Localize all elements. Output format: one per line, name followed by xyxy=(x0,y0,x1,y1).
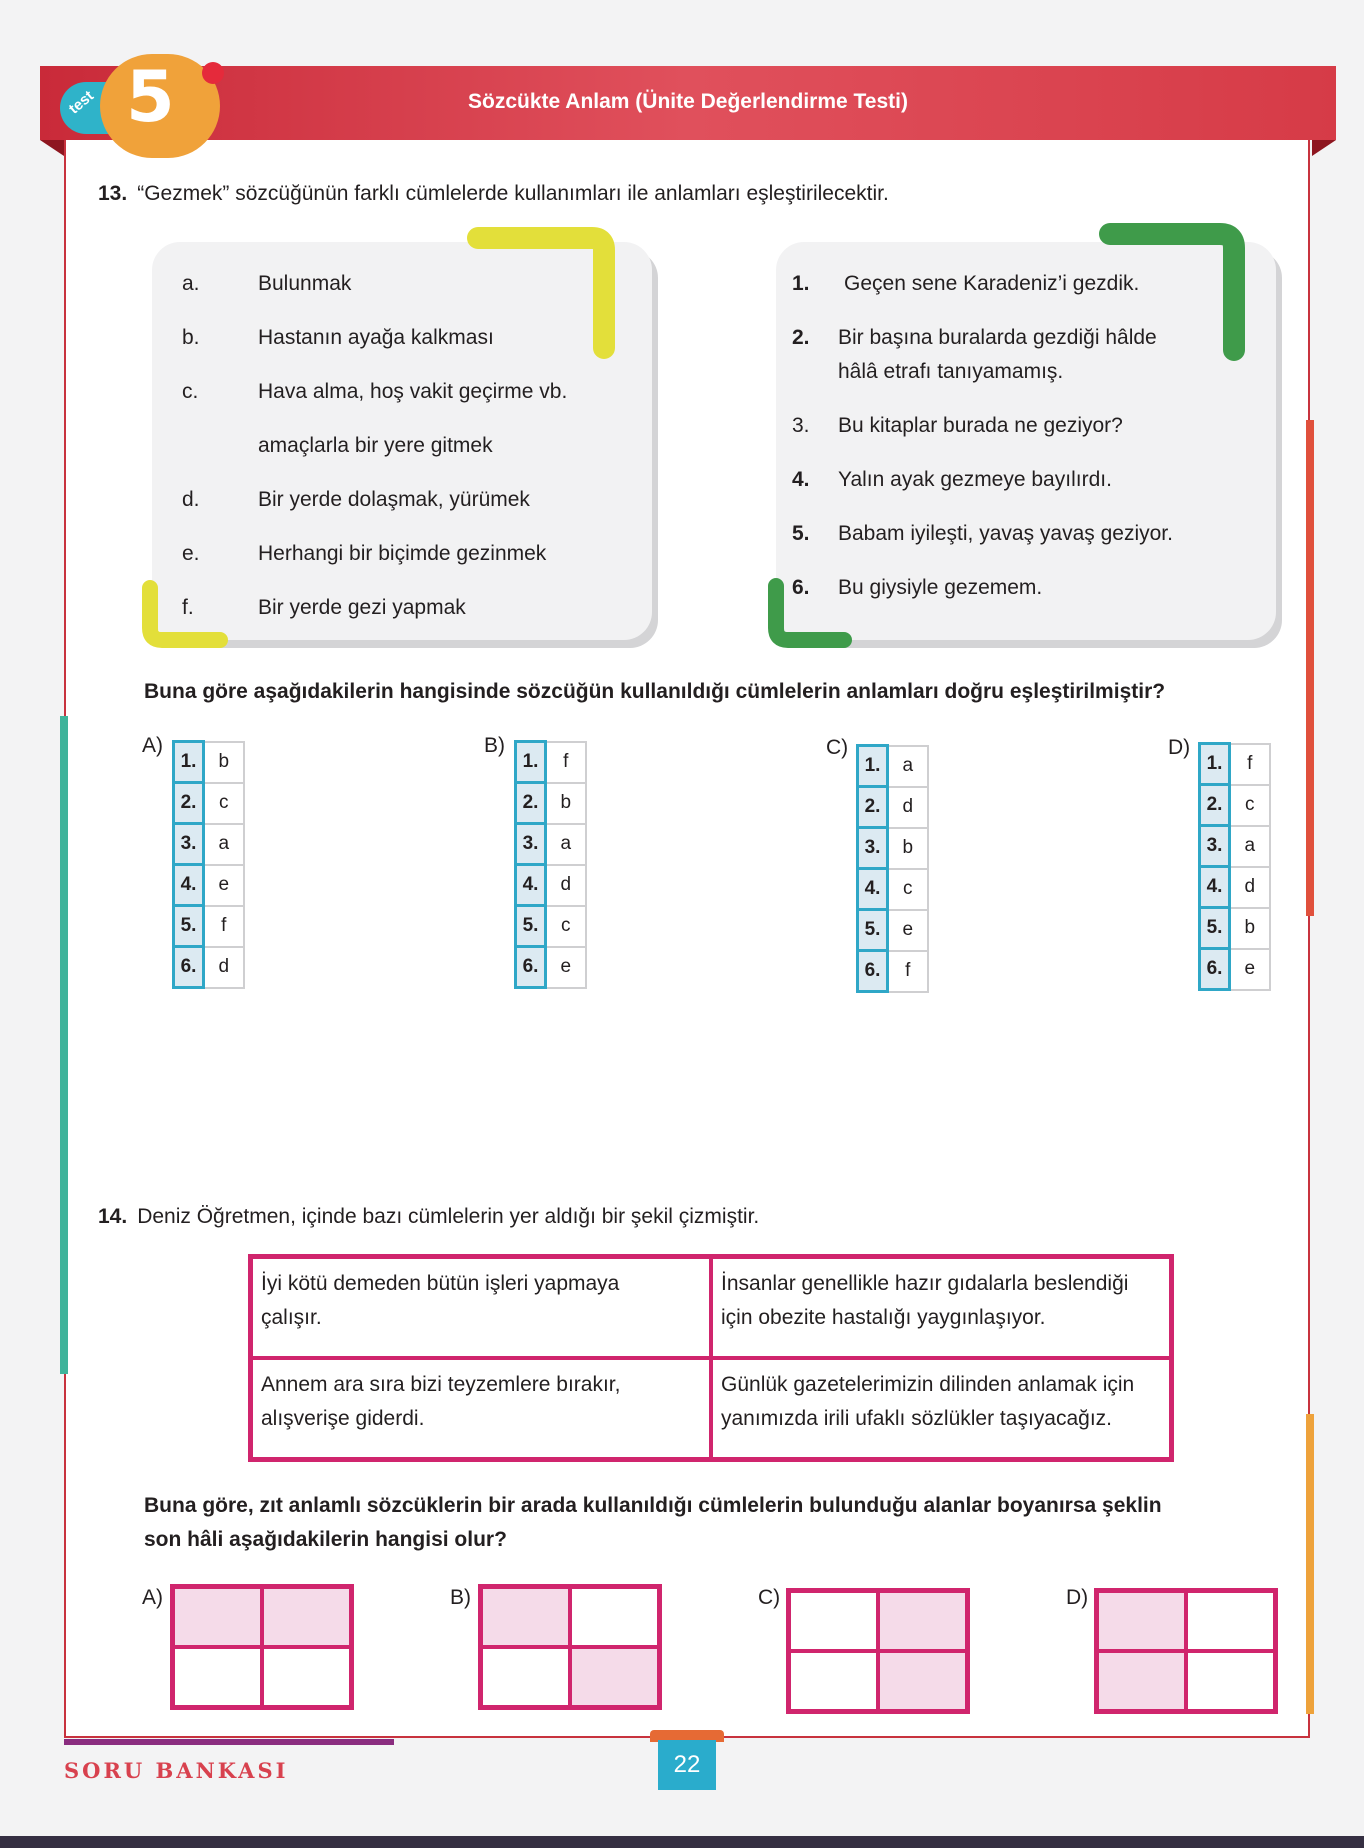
q13-option-b-label[interactable]: B) xyxy=(484,734,505,757)
grid-cell xyxy=(481,1587,570,1647)
grid-cell xyxy=(1097,1651,1186,1711)
sentence-number-cell: 3. xyxy=(858,828,888,869)
header-fold-right xyxy=(1312,140,1336,156)
sentence-number-cell: 6. xyxy=(516,947,546,988)
sentence-number-cell: 4. xyxy=(1200,867,1230,908)
meaning-letter-cell: e xyxy=(888,910,928,951)
meaning-letter-cell: a xyxy=(1230,826,1270,867)
q13-number: 13. xyxy=(98,182,128,205)
left-side-bar xyxy=(60,716,68,1374)
q14-number: 14. xyxy=(98,1205,128,1228)
q14-question-line2: son hâli aşağıdakilerin hangisi olur? xyxy=(144,1528,507,1551)
meaning-letter-cell: a xyxy=(888,746,928,787)
sentence-cell: İyi kötü demeden bütün işleri yapmaya çalışır. xyxy=(251,1257,711,1358)
sentence-number-cell: 2. xyxy=(174,783,204,824)
q14-option-c-label[interactable]: C) xyxy=(758,1586,781,1609)
yellow-bracket-top xyxy=(462,214,622,364)
q13-stem-text: “Gezmek” sözcüğünün farklı cümlelerde kullanımları ile anlamları eşleştirilecektir. xyxy=(137,182,889,205)
meaning-letter-cell: b xyxy=(1230,908,1270,949)
footer-bar xyxy=(64,1739,394,1745)
right-side-bar-red xyxy=(1306,420,1314,916)
meaning-letter-cell: b xyxy=(204,742,244,783)
meaning-letter-cell: b xyxy=(888,828,928,869)
grid-cell xyxy=(173,1587,262,1647)
badge-dot xyxy=(202,62,224,84)
test-header xyxy=(40,66,1336,140)
grid-cell xyxy=(789,1651,878,1711)
sentence-number-cell: 5. xyxy=(174,906,204,947)
meaning-letter-cell: c xyxy=(888,869,928,910)
grid-cell xyxy=(789,1591,878,1651)
badge-label: test xyxy=(65,87,98,118)
q13-option-c-label[interactable]: C) xyxy=(826,736,849,759)
sentence-number-cell: 2. xyxy=(516,783,546,824)
sentence-number-cell: 3. xyxy=(516,824,546,865)
q13-option-c-table[interactable] xyxy=(856,744,929,993)
grid-cell xyxy=(481,1647,570,1707)
meaning-letter-cell: f xyxy=(888,951,928,992)
q13-option-b-table[interactable] xyxy=(514,740,587,989)
header-title: Sözcükte Anlam (Ünite Değerlendirme Testi) xyxy=(468,90,908,113)
meaning-letter-cell: e xyxy=(1230,949,1270,990)
grid-cell xyxy=(1186,1591,1275,1651)
yellow-bracket-bottom xyxy=(134,578,244,658)
green-bracket-bottom xyxy=(760,576,870,656)
sentence-number-cell: 4. xyxy=(174,865,204,906)
grid-cell xyxy=(1097,1591,1186,1651)
sentence-cell: İnsanlar genellikle hazır gıdalarla beslendiği için obezite hastalığı yaygınlaşıyor. xyxy=(711,1257,1171,1358)
grid-cell xyxy=(570,1587,659,1647)
meaning-letter-cell: d xyxy=(1230,867,1270,908)
q14-option-b-label[interactable]: B) xyxy=(450,1586,471,1609)
grid-cell xyxy=(878,1591,967,1651)
q14-sentence-grid xyxy=(248,1254,1174,1462)
sentence-number-cell: 3. xyxy=(174,824,204,865)
sentence-number-cell: 3. xyxy=(1200,826,1230,867)
right-side-bar-orange xyxy=(1306,1414,1314,1714)
green-bracket-top xyxy=(1094,210,1254,370)
meaning-letter-cell: c xyxy=(546,906,586,947)
grid-cell xyxy=(262,1647,351,1707)
grid-cell xyxy=(173,1647,262,1707)
meaning-letter-cell: f xyxy=(204,906,244,947)
sentence-number-cell: 1. xyxy=(516,742,546,783)
badge-number: 5 xyxy=(126,56,175,138)
meaning-letter-cell: a xyxy=(204,824,244,865)
bottom-strip xyxy=(0,1836,1364,1848)
sentence-cell: Annem ara sıra bizi teyzemlere bırakır, alışverişe giderdi. xyxy=(251,1358,711,1459)
meaning-letter-cell: d xyxy=(888,787,928,828)
sentence-number-cell: 5. xyxy=(1200,908,1230,949)
meaning-letter-cell: a xyxy=(546,824,586,865)
grid-cell xyxy=(878,1651,967,1711)
meaning-letter-cell: b xyxy=(546,783,586,824)
q14-option-a-grid[interactable] xyxy=(170,1584,354,1710)
meaning-letter-cell: d xyxy=(546,865,586,906)
meaning-letter-cell: e xyxy=(546,947,586,988)
q14-option-d-grid[interactable] xyxy=(1094,1588,1278,1714)
q14-stem xyxy=(98,1205,759,1229)
q14-option-b-grid[interactable] xyxy=(478,1584,662,1710)
sentence-number-cell: 5. xyxy=(516,906,546,947)
sentence-number-cell: 6. xyxy=(1200,949,1230,990)
meanings-card: a. Bulunmak b. Hastanın ayağa kalkması c. Hava alma, hoş vakit geçirme vb. amaçlarla bir yere gitmek d. Bir yerde dolaşmak, yürümek e. Herhangi bir biçimde gezinmek f. Bir yerde gezi yapmak xyxy=(152,242,652,640)
sentence-cell: Günlük gazetelerimizin dilinden anlamak için yanımızda irili ufaklı sözlükler taşıyacağız. xyxy=(711,1358,1171,1459)
sentences-card: 1. Geçen sene Karadeniz’i gezdik. 2. Bir başına buralarda gezdiği hâlde hâlâ etrafı tanıyamamış. 3. Bu kitaplar burada ne geziyor? 4. Yalın ayak gezmeye bayılırdı. 5. Babam iyileşti, yavaş yavaş geziyor. 6. Bu giysiyle gezemem. xyxy=(776,242,1276,640)
grid-cell xyxy=(1186,1651,1275,1711)
q14-question-line1: Buna göre, zıt anlamlı sözcüklerin bir arada kullanıldığı cümlelerin bulunduğu alanlar boyanırsa şeklin xyxy=(144,1494,1162,1517)
q14-option-a-label[interactable]: A) xyxy=(142,1586,163,1609)
q13-option-a-table[interactable] xyxy=(172,740,245,989)
meaning-letter-cell: d xyxy=(204,947,244,988)
q13-option-a-label[interactable]: A) xyxy=(142,734,163,757)
header-fold-left xyxy=(40,140,64,156)
sentence-number-cell: 4. xyxy=(516,865,546,906)
q13-question: Buna göre aşağıdakilerin hangisinde sözcüğün kullanıldığı cümlelerin anlamları doğru eşleştirilmiştir? xyxy=(144,680,1166,703)
meaning-letter-cell: c xyxy=(204,783,244,824)
q14-stem-text: Deniz Öğretmen, içinde bazı cümlelerin yer aldığı bir şekil çizmiştir. xyxy=(137,1205,760,1228)
sentence-number-cell: 6. xyxy=(174,947,204,988)
q14-option-c-grid[interactable] xyxy=(786,1588,970,1714)
meaning-letter-cell: f xyxy=(546,742,586,783)
meaning-letter-cell: f xyxy=(1230,744,1270,785)
sentence-number-cell: 2. xyxy=(1200,785,1230,826)
sentence-number-cell: 6. xyxy=(858,951,888,992)
sentence-number-cell: 5. xyxy=(858,910,888,951)
q13-option-d-table[interactable] xyxy=(1198,742,1271,991)
sentence-number-cell: 4. xyxy=(858,869,888,910)
sentence-number-cell: 1. xyxy=(1200,744,1230,785)
sentence-number-cell: 2. xyxy=(858,787,888,828)
q13-option-d-label[interactable]: D) xyxy=(1168,736,1191,759)
sentence-number-cell: 1. xyxy=(174,742,204,783)
meaning-letter-cell: c xyxy=(1230,785,1270,826)
grid-cell xyxy=(570,1647,659,1707)
grid-cell xyxy=(262,1587,351,1647)
test-badge xyxy=(65,54,220,158)
page-number: 22 xyxy=(658,1740,716,1790)
q14-option-d-label[interactable]: D) xyxy=(1066,1586,1089,1609)
q13-stem xyxy=(98,182,889,206)
footer-brand: SORU BANKASI xyxy=(64,1758,289,1783)
sentence-number-cell: 1. xyxy=(858,746,888,787)
meaning-letter-cell: e xyxy=(204,865,244,906)
